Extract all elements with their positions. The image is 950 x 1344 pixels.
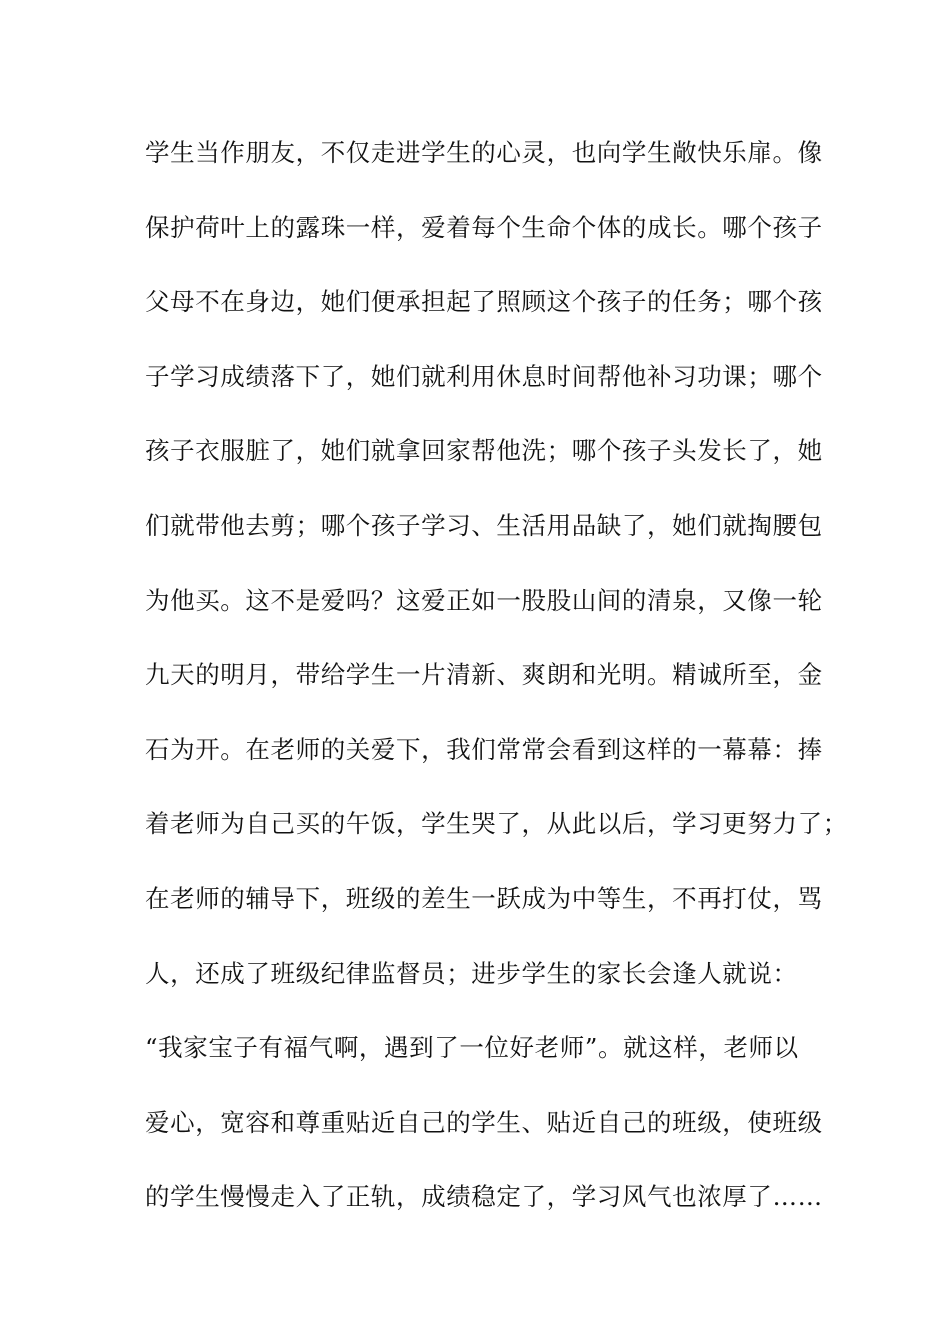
text-line-5: 孩子衣服脏了，她们就拿回家帮他洗；哪个孩子头发长了，她 — [145, 436, 823, 466]
text-line-9: 石为开。在老师的关爱下，我们常常会看到这样的一幕幕：捧 — [145, 734, 823, 764]
text-line-8: 九天的明月，带给学生一片清新、爽朗和光明。精诚所至，金 — [145, 660, 823, 690]
text-line-4: 子学习成绩落下了，她们就利用休息时间帮他补习功课；哪个 — [145, 361, 823, 391]
text-line-13: “我家宝子有福气啊，遇到了一位好老师”。就这样，老师以 — [145, 1033, 799, 1063]
text-line-7: 为他买。这不是爱吗？这爱正如一股股山间的清泉，又像一轮 — [145, 585, 823, 615]
text-line-12: 人，还成了班级纪律监督员；进步学生的家长会逢人就说： — [145, 958, 798, 988]
text-line-15: 的学生慢慢走入了正轨，成绩稳定了，学习风气也浓厚了…… — [145, 1182, 823, 1212]
text-line-11: 在老师的辅导下，班级的差生一跃成为中等生，不再打仗，骂 — [145, 883, 823, 913]
text-line-14: 爱心，宽容和尊重贴近自己的学生、贴近自己的班级，使班级 — [145, 1107, 823, 1137]
text-line-3: 父母不在身边，她们便承担起了照顾这个孩子的任务；哪个孩 — [145, 287, 823, 317]
text-line-1: 学生当作朋友，不仅走进学生的心灵，也向学生敞快乐扉。像 — [145, 138, 823, 167]
text-line-2: 保护荷叶上的露珠一样，爱着每个生命个体的成长。哪个孩子 — [145, 212, 823, 242]
text-line-10: 着老师为自己买的午饭，学生哭了，从此以后，学习更努力了； — [145, 809, 848, 839]
text-line-6: 们就带他去剪；哪个孩子学习、生活用品缺了，她们就掏腰包 — [145, 510, 823, 540]
body-paragraph — [145, 128, 848, 1247]
